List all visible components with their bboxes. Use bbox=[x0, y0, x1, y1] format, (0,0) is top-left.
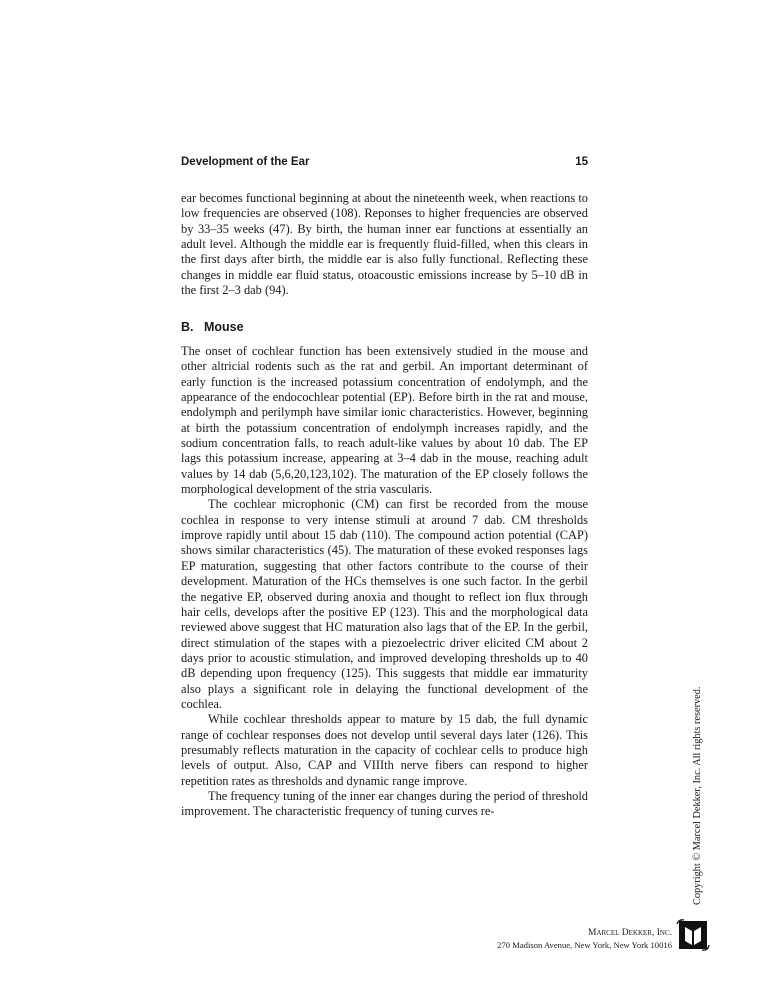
intro-paragraph-block bbox=[181, 191, 588, 298]
section-title: Mouse bbox=[204, 320, 244, 334]
body-paragraph: The onset of cochlear function has been extensively studied in the mouse and other altricial rodents such as the rat and gerbil. An important determinant of early function is the increased potassium concentration of endolymph, and the appearance of the endocochlear potential (EP). Before birth in the rat and mouse, endolymph and perilymph have similar ionic characteristics. However, beginning at birth the potassium concentration of endolymph increases rapidly, and the sodium concentration falls, to reach adult-like values by about 10 dab. The EP lags this potassium increase, appearing at 3–4 dab in the mouse, reaching adult values by 14 dab (5,6,20,123,102). The maturation of the EP closely follows the morphological development of the stria vascularis. bbox=[181, 344, 588, 497]
section-number: B. bbox=[181, 320, 194, 334]
publisher-name: Marcel Dekker, Inc. bbox=[588, 928, 672, 938]
publisher-imprint bbox=[497, 927, 672, 951]
running-title: Development of the Ear bbox=[181, 156, 310, 168]
body-paragraph: The frequency tuning of the inner ear changes during the period of threshold improvement. The characteristic frequency of tuning curves re- bbox=[181, 788, 588, 819]
publisher-address: 270 Madison Avenue, New York, New York 10016 bbox=[497, 940, 672, 950]
body-paragraph: While cochlear thresholds appear to mature by 15 dab, the full dynamic range of cochlear responses does not develop until several days later (126). This presumably reflects maturation in the capacity of cochlear cells to produce high levels of output. Also, CAP and VIIIth nerve fibers can respond to higher repetition rates as thresholds and dynamic range improve. bbox=[181, 712, 588, 788]
intro-paragraph: ear becomes functional beginning at about the nineteenth week, when reactions to low frequencies are observed (108). Reponses to higher frequencies are observed by 33–35 weeks (47). By birth, the human inner ear functions at essentially an adult level. Although the middle ear is frequently fluid-filled, when this clears in the first days after birth, the middle ear is also fully functional. Reflecting these changes in middle ear fluid status, otoacoustic emissions increase by 5–10 dB in the first 2–3 dab (94). bbox=[181, 191, 588, 298]
section-body bbox=[181, 344, 588, 820]
section-heading bbox=[181, 320, 244, 334]
running-head bbox=[181, 156, 588, 168]
page-number: 15 bbox=[575, 156, 588, 168]
body-paragraph: The cochlear microphonic (CM) can first be recorded from the mouse cochlea in response to very intense stimuli at around 7 dab. CM thresholds improve rapidly until about 15 dab (110). The compound action potential (CAP) shows similar characteristics (45). The maturation of these evoked responses lags EP maturation, suggesting that other factors contribute to the course of their development. Maturation of the HCs themselves is one such factor. In the gerbil the negative EP, observed during anoxia and thought to reflect ion flux through hair cells, develops after the positive EP (123). This and the morphological data reviewed above suggest that HC maturation also lags that of the EP. In the gerbil, direct stimulation of the stapes with a piezoelectric driver elicited CM about 2 days prior to acoustic stimulation, and improved developing thresholds up to 40 dB depending upon frequency (125). This suggests that middle ear immaturity also plays a significant role in delaying the functional development of the cochlea. bbox=[181, 497, 588, 711]
copyright-notice: Copyright © Marcel Dekker, Inc. All rights reserved. bbox=[692, 686, 703, 905]
marcel-dekker-logo-icon bbox=[676, 918, 710, 952]
